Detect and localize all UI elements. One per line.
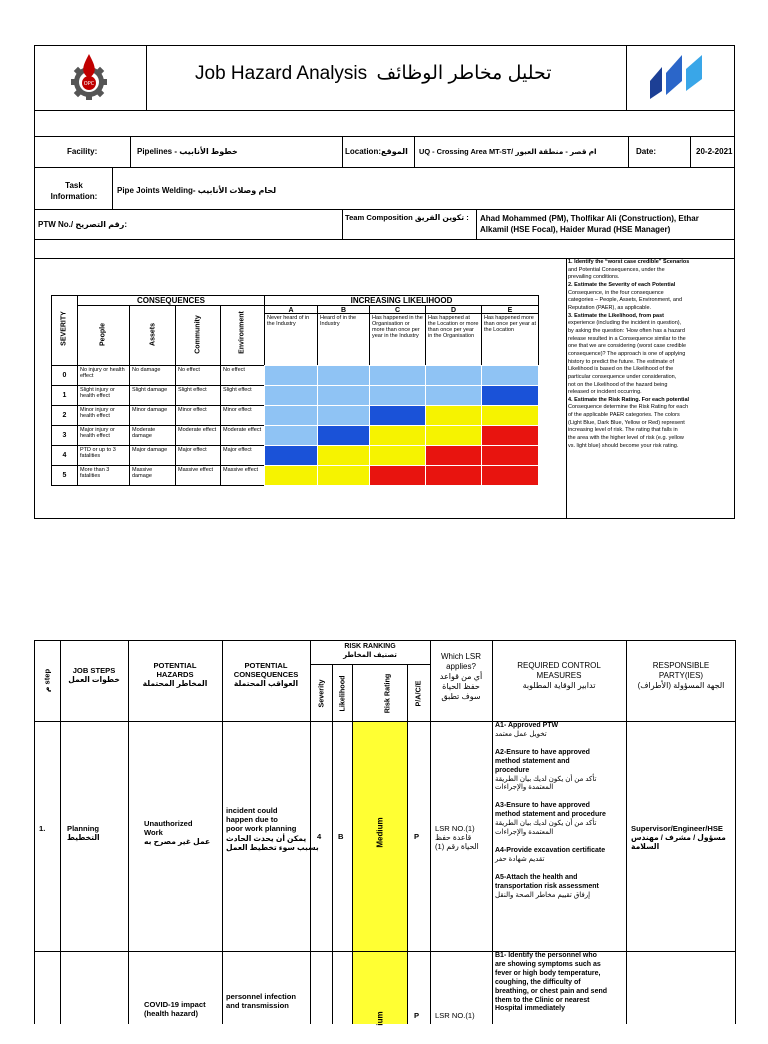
severity-level: 4 (51, 445, 78, 466)
cat-environment: Environment (238, 311, 246, 354)
date-value: 20-2-2021 (696, 147, 733, 156)
consequence-assets: Moderate damage (129, 425, 176, 446)
risk-cell (425, 465, 482, 486)
consequence-env: No effect (220, 365, 265, 386)
risk-cell (425, 445, 482, 466)
risk-cell (369, 385, 426, 406)
risk-cell (317, 365, 370, 386)
severity-header: SEVERITY (60, 311, 68, 346)
likelihood-desc: Heard of in the Industry (317, 313, 370, 366)
risk-cell (264, 405, 318, 426)
col-party: RESPONSIBLE PARTY(IES) الجهة المسؤولة (الأطراف) (637, 661, 725, 690)
severity-level: 2 (51, 405, 78, 426)
likelihood-desc: Has happened at the Location or more than once per year in the Organisation (425, 313, 482, 366)
facility-value: Pipelines - خطوط الأنابيب (137, 147, 238, 156)
instruction-line: not on the Likelihood of the hazard being (568, 381, 668, 388)
risk-cell (264, 385, 318, 406)
gear-drop-logo-icon (64, 52, 114, 102)
risk-cell (481, 425, 539, 446)
col-likelihood: Likelihood (337, 675, 347, 712)
instruction-line: categories – People, Assets, Environment, and (568, 297, 683, 304)
row2-control-b1: B1- Identify the personnel who are showing symptoms such as fever or high body temperature, coughing, the difficulty of breathing, or chest pain and send them to the Clinic or nearest Hospital immediately (495, 952, 608, 1013)
severity-level: 5 (51, 465, 78, 486)
blue-stripes-logo-icon (646, 51, 706, 105)
likelihood-letter-c: C (369, 305, 426, 314)
risk-cell (425, 385, 482, 406)
col-consequences: POTENTIAL CONSEQUENCES العواقب المحتملة (233, 661, 299, 689)
risk-cell (369, 445, 426, 466)
risk-cell (264, 465, 318, 486)
instruction-line: increasing level of risk. The rating that falls in (568, 427, 678, 434)
consequence-assets: No damage (129, 365, 176, 386)
consequence-env: Minor effect (220, 405, 265, 426)
instruction-line: Reputation (PAER), as applicable. (568, 304, 652, 311)
risk-rating-value-1: Medium (375, 817, 385, 848)
consequence-community: Major effect (175, 445, 221, 466)
instruction-line: consequence)? The approach is one of applying (568, 350, 686, 357)
instruction-line: (Light Blue, Dark Blue, Yellow or Red) represent (568, 419, 685, 426)
instruction-line: and Potential Consequences, under the (568, 266, 665, 273)
instruction-line: particular consequence under consideration, (568, 373, 677, 380)
instruction-line: 4. Estimate the Risk Rating. For each potential (568, 396, 690, 403)
instruction-line: history to predict the future. The estimate of (568, 358, 674, 365)
consequence-assets: Massive damage (129, 465, 176, 486)
instruction-line: experience (including the incident in question), (568, 320, 682, 327)
consequence-env: Major effect (220, 445, 265, 466)
instruction-line: prevailing conditions. (568, 274, 620, 281)
consequences-header: CONSEQUENCES (77, 295, 265, 306)
instruction-line: release resulted in a Consequence similar to the (568, 335, 686, 342)
title-ar: تحليل مخاطر الوظائف (376, 63, 552, 84)
risk-cell (317, 445, 370, 466)
row1-controls (495, 722, 625, 901)
control-a1: A1- Approved PTW تخويل عمل معتمد (495, 722, 559, 738)
risk-cell (425, 405, 482, 426)
consequence-env: Massive effect (220, 465, 265, 486)
title-en: Job Hazard Analysis (195, 63, 368, 84)
task-label: Task Information: (50, 181, 98, 201)
col-job-steps: JOB STEPS خطوات العمل (68, 666, 120, 685)
consequence-env: Moderate effect (220, 425, 265, 446)
team-value: Ahad Mohammed (PM), Tholfikar Ali (Construction), Ethar Alkamil (HSE Focal), Haider Murad (HSE Manager) (480, 214, 699, 234)
risk-cell (481, 465, 539, 486)
row2-hazard: COVID-19 impact (health hazard) (144, 1000, 206, 1019)
control-a3: A3-Ensure to have approved method statement and procedure تأكد من أن يكون لديك بيان الطريقة المعتمدة والإجراءات (495, 802, 606, 837)
likelihood-desc: Has happened in the Organisation or more than once per year in the Industry (369, 313, 426, 366)
svg-text:OPC: OPC (83, 81, 95, 87)
risk-cell (264, 425, 318, 446)
instruction-line: of the applicable PAER categories. The colors (568, 412, 680, 419)
risk-cell (481, 365, 539, 386)
date-label: Date: (636, 147, 657, 156)
risk-cell (425, 425, 482, 446)
consequence-people: More than 3 fatalities (77, 465, 130, 486)
col-hazards: POTENTIAL HAZARDS المخاطر المحتملة (142, 661, 208, 689)
instruction-line: Likelihood is based on the Likelihood of the (568, 366, 674, 373)
risk-cell (317, 405, 370, 426)
instruction-line: Consequence determine the Risk Rating for each (568, 404, 689, 411)
consequence-community: Moderate effect (175, 425, 221, 446)
consequence-community: Massive effect (175, 465, 221, 486)
row1-severity: 4 (317, 832, 322, 841)
col-severity: Severity (316, 679, 326, 708)
row1-consequence: incident could happen due to poor work planning يمكن أن يحدث الحادث بسبب سوء تخطيط العمل (226, 806, 319, 852)
row2-consequence: personnel infection and transmission (226, 992, 297, 1011)
severity-level: 1 (51, 385, 78, 406)
risk-cell (481, 385, 539, 406)
consequence-people: No injury or health effect (77, 365, 130, 386)
col-risk-ranking: RISK RANKING تصنيف المخاطر (343, 643, 397, 659)
col-lsr: Which LSR applies? أي من قواعد حفظ الحياة سوف تطبق (439, 652, 483, 701)
consequence-people: Slight injury or health effect (77, 385, 130, 406)
risk-cell (481, 445, 539, 466)
control-a2: A2-Ensure to have approved method statement and procedure تأكد من أن يكون لديك بيان الطريقة المعتمدة والإجراءات (495, 748, 597, 792)
facility-label: Facility: (67, 147, 98, 156)
risk-rating-value-2: ium (375, 1011, 385, 1026)
consequence-env: Slight effect (220, 385, 265, 406)
risk-cell (317, 425, 370, 446)
consequence-assets: Minor damage (129, 405, 176, 426)
row1-step: 1. (39, 824, 46, 833)
consequence-assets: Slight damage (129, 385, 176, 406)
row2-lsr: LSR NO.(1) (435, 1011, 475, 1020)
instruction-line: vs. light blue) should become your risk rating. (568, 442, 679, 449)
cat-assets: Assets (149, 323, 157, 346)
likelihood-letter-a: A (264, 305, 318, 314)
risk-cell (369, 405, 426, 426)
consequence-community: Minor effect (175, 405, 221, 426)
consequence-people: Minor injury or health effect (77, 405, 130, 426)
risk-cell (317, 465, 370, 486)
likelihood-letter-e: E (481, 305, 539, 314)
instruction-line: by asking the question: 'How often has a hazard (568, 327, 685, 334)
risk-cell (264, 445, 318, 466)
instruction-line: one that we are considering (worst case credible (568, 343, 687, 350)
location-value: UQ - Crossing Area MT-ST/ ام قصر - منطقة العبور (419, 147, 597, 156)
col-risk-rating: Risk Rating (382, 673, 392, 714)
risk-cell (369, 365, 426, 386)
instruction-line: the area with the higher level of risk (e.g. yellow (568, 435, 684, 442)
likelihood-desc: Has happened more than once per year at the Location (481, 313, 539, 366)
row1-hazard: Unauthorized Work عمل غير مصرح به (144, 819, 211, 847)
instructions (568, 259, 734, 450)
risk-cell (369, 425, 426, 446)
risk-cell (264, 365, 318, 386)
risk-cell (425, 365, 482, 386)
ptw-label: PTW No./ رقم التصريح: (38, 220, 127, 229)
likelihood-letter-d: D (425, 305, 482, 314)
risk-cell (369, 465, 426, 486)
jha-table (34, 640, 736, 1024)
row2-pace: P (414, 1011, 420, 1020)
cat-community: Community (194, 315, 202, 354)
instruction-line: Consequence, in the four consequence (568, 289, 664, 296)
col-pace: P/A/C/E (413, 680, 423, 707)
consequence-people: PTD or up to 3 fatalities (77, 445, 130, 466)
severity-level: 0 (51, 365, 78, 386)
row1-likelihood: B (338, 832, 344, 841)
risk-matrix (51, 295, 539, 486)
location-label: Location:الموقع (345, 147, 408, 156)
instruction-line: released or incident occurring. (568, 389, 642, 396)
team-label: Team Composition تكوين الفريق : (345, 213, 469, 222)
task-value: Pipe Joints Welding- لحام وصلات الأنابيب (117, 186, 277, 195)
instruction-line: 2. Estimate the Severity of each Potential (568, 281, 676, 288)
risk-cell (481, 405, 539, 426)
consequence-community: Slight effect (175, 385, 221, 406)
cat-people: People (99, 323, 107, 346)
instruction-line: 1. Identify the “worst case credible” Scenarios (568, 259, 690, 265)
col-controls: REQUIRED CONTROL MEASURES تدابير الوقاية المطلوبة (517, 661, 601, 690)
control-a5: A5-Attach the health and transportation risk assessment إرفاق تقييم مخاطر الصحة والنقل (495, 873, 599, 899)
row1-pace: P (414, 832, 420, 841)
col-step: م step (42, 668, 52, 693)
control-a4: A4-Provide excavation certificate تقديم شهادة حفر (495, 846, 606, 863)
increasing-likelihood-header: INCREASING LIKELIHOOD (264, 295, 539, 306)
row1-party: Supervisor/Engineer/HSE مسؤول / مشرف / مهندس السلامة (631, 824, 726, 852)
row1-lsr: LSR NO.(1) قاعدة حفظ الحياة رقم (1) (435, 824, 479, 852)
severity-level: 3 (51, 425, 78, 446)
risk-cell (317, 385, 370, 406)
consequence-community: No effect (175, 365, 221, 386)
consequence-assets: Major damage (129, 445, 176, 466)
likelihood-letter-b: B (317, 305, 370, 314)
likelihood-desc: Never heard of in the Industry (264, 313, 318, 366)
row1-job: Planning التخطيط (67, 824, 100, 843)
consequence-people: Major injury or health effect (77, 425, 130, 446)
instruction-line: 3. Estimate the Likelihood, from past (568, 312, 664, 319)
